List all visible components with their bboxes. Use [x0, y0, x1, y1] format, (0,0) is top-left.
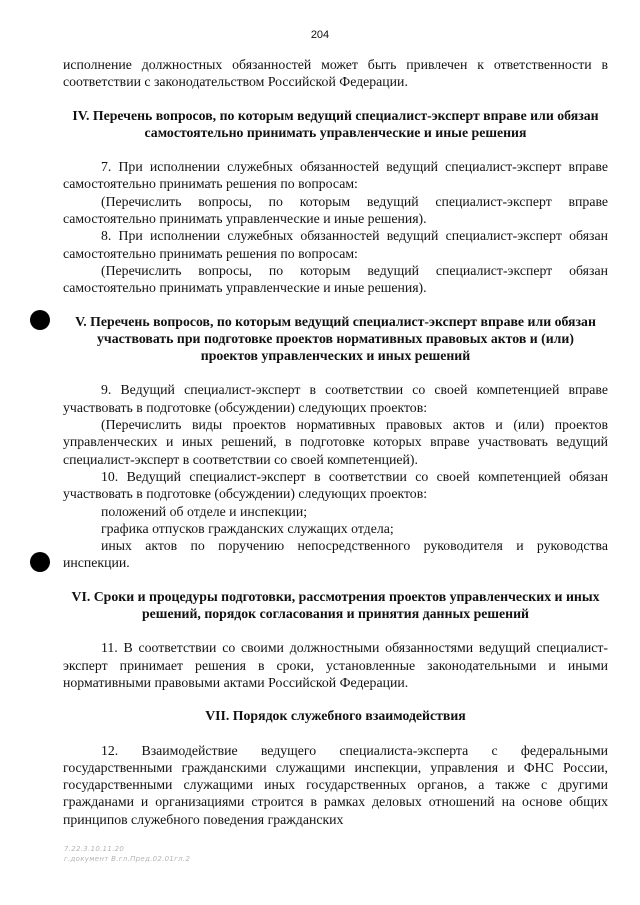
- section-heading-vi: VI. Сроки и процедуры подготовки, рассмотрения проектов управленческих и иных решений, порядок согласования и принятия данных решений: [71, 588, 600, 622]
- list-item-vacation-schedule: графика отпусков гражданских служащих отдела;: [101, 520, 394, 536]
- paragraph-8: 8. При исполнении служебных обязанностей ведущий специалист-эксперт обязан самостоятельно принимать решения по вопросам:: [63, 228, 608, 261]
- paragraph-7: 7. При исполнении служебных обязанностей ведущий специалист-эксперт вправе самостоятельно принимать решения по вопросам:: [63, 159, 608, 192]
- paragraph-9-note: (Перечислить виды проектов нормативных правовых актов и (или) проектов управленческих и иных решений, в подготовке которых вправе участвовать ведущий специалист-эксперт в соответствии со своей компетенцией).: [63, 417, 608, 467]
- paragraph-7-note: (Перечислить вопросы, по которым ведущий специалист-эксперт вправе самостоятельно принимать управленческие и иные решения).: [63, 193, 608, 227]
- paragraph-9: 9. Ведущий специалист-эксперт в соответствии со своей компетенцией вправе участвовать в подготовке (обсуждении) следующих проектов:: [63, 382, 608, 415]
- paragraph-intro: исполнение должностных обязанностей может быть привлечен к ответственности в соответствии с законодательством Российской Федерации.: [63, 57, 608, 90]
- document-stamp-line-1: 7.22.3.10.11.20: [64, 845, 125, 853]
- list-item-other-acts: иных актов по поручению непосредственного руководителя и руководства инспекции.: [63, 538, 608, 571]
- list-item-regulations: положений об отделе и инспекции;: [101, 503, 308, 519]
- paragraph-10: 10. Ведущий специалист-эксперт в соответствии со своей компетенцией обязан участвовать в подготовке (обсуждении) следующих проектов:: [63, 468, 608, 502]
- paragraph-11: 11. В соответствии со своими должностными обязанностями ведущий специалист-эксперт принимает решения в сроки, установленные законодательными и иными нормативными правовыми актами Российской Федерации.: [63, 640, 608, 690]
- punch-hole-top: [30, 310, 50, 330]
- punch-hole-bottom: [30, 552, 50, 572]
- document-stamp-line-2: г.документ В.гл.Пред.02.01гл.2: [64, 855, 191, 863]
- page-number: 204: [310, 29, 330, 41]
- section-heading-iv: IV. Перечень вопросов, по которым ведущий специалист-эксперт вправе или обязан самостоятельно принимать управленческие и иные решения: [72, 107, 599, 140]
- section-heading-v: V. Перечень вопросов, по которым ведущий специалист-эксперт вправе или обязан участвовать при подготовке проектов нормативных правовых актов и (или) проектов управленческих и иных решений: [75, 313, 596, 364]
- section-heading-vii: VII. Порядок служебного взаимодействия: [205, 708, 466, 724]
- paragraph-8-note: (Перечислить вопросы, по которым ведущий специалист-эксперт обязан самостоятельно принимать управленческие и иные решения).: [63, 262, 608, 296]
- paragraph-12: 12. Взаимодействие ведущего специалиста-эксперта с федеральными государственными гражданскими служащими инспекции, управления и ФНС России, государственными служащими иных государственных органов, а также с другими гражданами и организациями строится в рамках деловых отношений на основе общих принципов служебного поведения гражданских: [63, 742, 608, 827]
- document-body: [63, 56, 608, 828]
